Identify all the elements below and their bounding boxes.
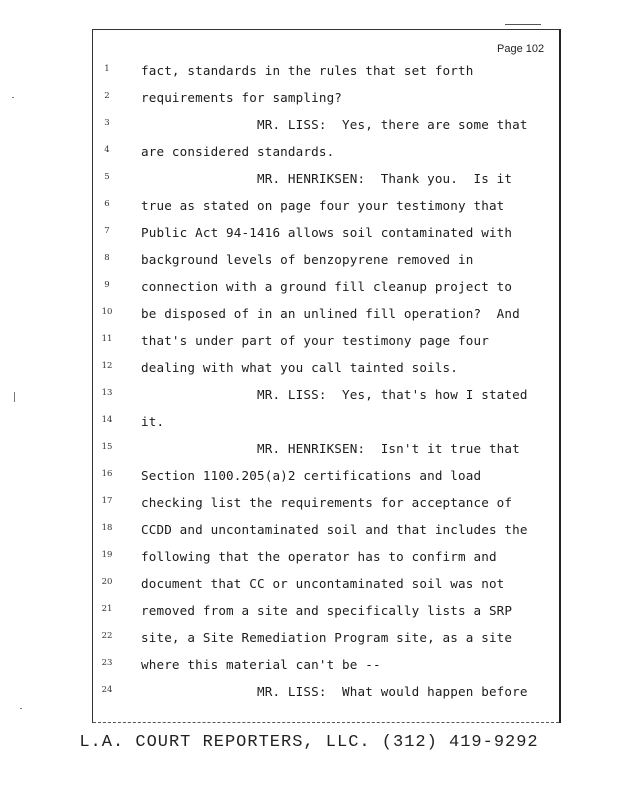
line-number: 4 xyxy=(104,145,110,155)
line-number: 24 xyxy=(101,685,113,695)
transcript-line: site, a Site Remediation Program site, as a site xyxy=(141,630,513,645)
page-number: Page 102 xyxy=(497,43,545,55)
transcript-line: Public Act 94-1416 allows soil contaminated with xyxy=(141,225,513,240)
transcript-line: MR. LISS: Yes, there are some that xyxy=(141,117,528,132)
line-number: 23 xyxy=(101,658,113,668)
transcript-line: where this material can't be -- xyxy=(141,657,381,672)
line-number: 8 xyxy=(104,253,110,263)
line-number: 16 xyxy=(101,469,113,479)
line-number: 6 xyxy=(104,199,110,209)
line-number: 22 xyxy=(101,631,113,641)
top-edge-mark xyxy=(505,24,541,25)
line-number: 18 xyxy=(101,523,113,533)
line-number: 13 xyxy=(101,388,113,398)
line-number: 3 xyxy=(104,118,110,128)
footer-court-reporter: L.A. COURT REPORTERS, LLC. (312) 419-9292 xyxy=(79,733,539,752)
transcript-line: fact, standards in the rules that set forth xyxy=(141,63,474,78)
line-number: 7 xyxy=(104,226,110,236)
line-number: 20 xyxy=(101,577,113,587)
line-number: 12 xyxy=(101,361,113,371)
transcript-line: be disposed of in an unlined fill operation? And xyxy=(141,306,520,321)
transcript-line: background levels of benzopyrene removed in xyxy=(141,252,474,267)
transcript-page-frame xyxy=(92,29,561,723)
line-number: 17 xyxy=(101,496,113,506)
scan-speck xyxy=(20,708,22,709)
transcript-line: checking list the requirements for acceptance of xyxy=(141,495,513,510)
transcript-line: true as stated on page four your testimony that xyxy=(141,198,505,213)
line-number: 1 xyxy=(104,64,110,74)
transcript-line: are considered standards. xyxy=(141,144,335,159)
transcript-line: following that the operator has to confirm and xyxy=(141,549,497,564)
transcript-line: that's under part of your testimony page four xyxy=(141,333,489,348)
transcript-line: dealing with what you call tainted soils. xyxy=(141,360,459,375)
line-number: 5 xyxy=(104,172,110,182)
line-number: 11 xyxy=(101,334,113,344)
scan-speck xyxy=(12,97,14,98)
line-number: 19 xyxy=(101,550,113,560)
transcript-line: MR. HENRIKSEN: Thank you. Is it xyxy=(141,171,513,186)
transcript-line: requirements for sampling? xyxy=(141,90,343,105)
line-number: 14 xyxy=(101,415,113,425)
transcript-line: MR. HENRIKSEN: Isn't it true that xyxy=(141,441,520,456)
transcript-line: connection with a ground fill cleanup project to xyxy=(141,279,513,294)
line-number: 21 xyxy=(101,604,113,614)
transcript-line: it. xyxy=(141,414,165,429)
line-number: 9 xyxy=(104,280,110,290)
line-number: 2 xyxy=(104,91,110,101)
line-number: 10 xyxy=(101,307,113,317)
transcript-line: MR. LISS: What would happen before xyxy=(141,684,528,699)
line-number: 15 xyxy=(101,442,113,452)
transcript-line: document that CC or uncontaminated soil was not xyxy=(141,576,505,591)
transcript-line: CCDD and uncontaminated soil and that includes the xyxy=(141,522,528,537)
transcript-line: MR. LISS: Yes, that's how I stated xyxy=(141,387,528,402)
transcript-line: Section 1100.205(a)2 certifications and load xyxy=(141,468,482,483)
scan-speck xyxy=(14,392,15,402)
transcript-line: removed from a site and specifically lists a SRP xyxy=(141,603,513,618)
